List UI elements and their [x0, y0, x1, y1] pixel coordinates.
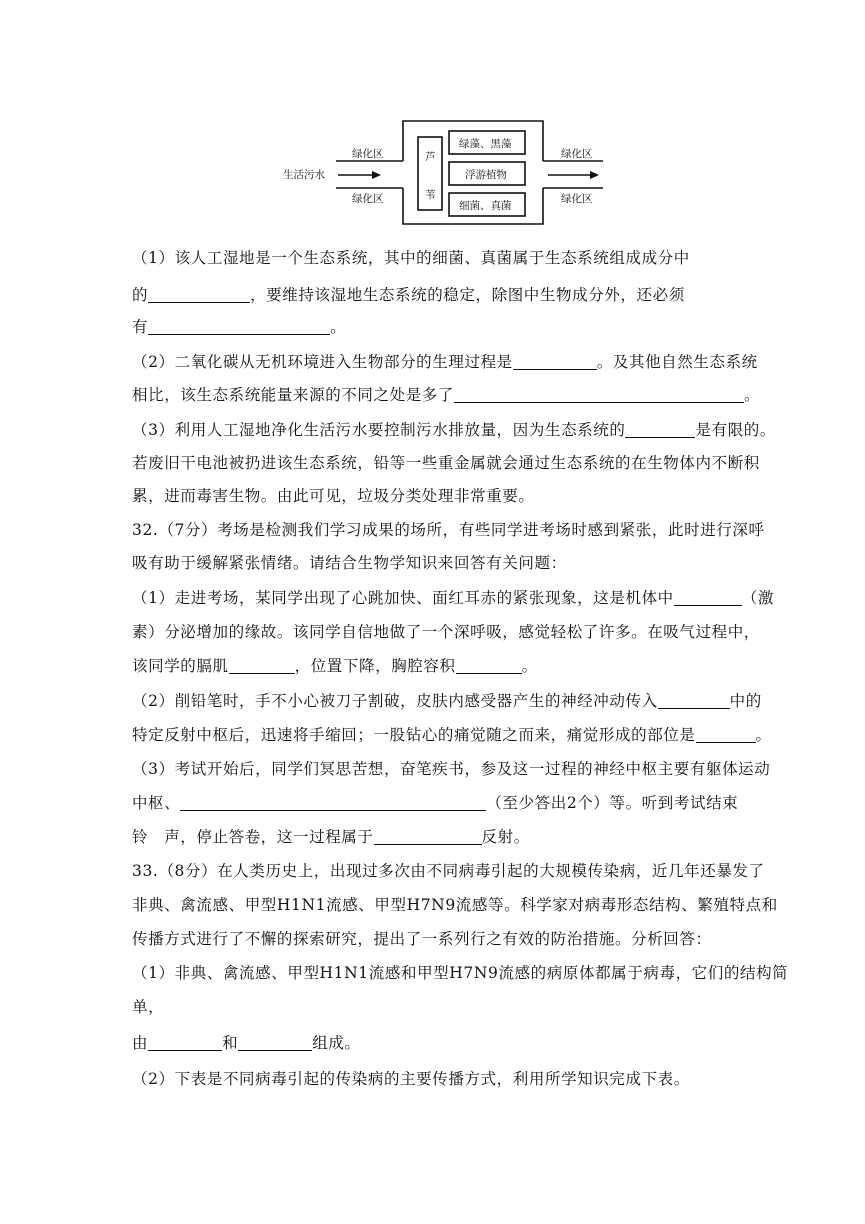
green-zone-top-left: 绿化区	[352, 148, 384, 160]
text-line: （2）削铅笔时，手不小心被刀子割破，皮肤内感受器产生的神经冲动传入 中的	[132, 692, 762, 710]
text-line: 素）分泌增加的缘故。该同学自信地做了一个深呼吸，感觉轻松了许多。在吸气过程中，	[132, 623, 760, 641]
bacteria-fungi-box: 细菌、真菌	[459, 200, 512, 212]
plankton-box: 浮游植物	[465, 169, 507, 181]
answer-blank[interactable]	[148, 318, 330, 335]
wetland-diagram	[0, 0, 865, 240]
text-line: 铃 声，停止答卷，这一过程属于 反射。	[132, 828, 530, 846]
algae-box: 绿藻、黑藻	[459, 138, 512, 150]
answer-blank[interactable]	[454, 386, 744, 403]
reed-label-2: 苇	[425, 189, 436, 201]
answer-blank[interactable]	[625, 421, 695, 438]
reed-label-1: 芦	[425, 151, 436, 163]
answer-blank[interactable]	[148, 286, 250, 303]
answer-blank[interactable]	[456, 657, 522, 674]
text-line: 中枢、 （至少答出2个）等。听到考试结束	[132, 794, 739, 812]
answer-blank[interactable]	[374, 828, 482, 845]
text-line: 特定反射中枢后，迅速将手缩回；一股钻心的痛觉随之而来，痛觉形成的部位是 。	[132, 726, 772, 744]
green-zone-top-right: 绿化区	[561, 148, 593, 160]
text-line: 由 和 组成。	[132, 1034, 361, 1052]
green-zone-bottom-right: 绿化区	[561, 193, 593, 205]
text-line: 非典、禽流感、甲型H1N1流感、甲型H7N9流感等。科学家对病毒形态结构、繁殖特点和	[132, 896, 778, 914]
text-line: 该同学的膈肌 ，位置下降，胸腔容积 。	[132, 657, 538, 675]
text-line: （3）利用人工湿地净化生活污水要控制污水排放量，因为生态系统的 是有限的。	[132, 421, 776, 439]
answer-blank[interactable]	[148, 1034, 222, 1051]
text-line: 相比，该生态系统能量来源的不同之处是多了 。	[132, 386, 761, 404]
text-line: 若废旧干电池被扔进该生态系统，铅等一些重金属就会通过生态系统的在生物体内不断积	[132, 454, 760, 472]
text-line: 吸有助于缓解紧张情绪。请结合生物学知识来回答有关问题：	[132, 554, 567, 572]
text-line: （1）该人工湿地是一个生态系统，其中的细菌、真菌属于生态系统组成成分中	[132, 249, 690, 267]
text-line: 单，	[132, 998, 165, 1016]
text-line: 32.（7分）考场是检测我们学习成果的场所，有些同学进考场时感到紧张，此时进行深呼	[132, 521, 765, 539]
text-line: 有 。	[132, 318, 347, 336]
answer-blank[interactable]	[674, 589, 742, 606]
text-line: 累，进而毒害生物。由此可见，垃圾分类处理非常重要。	[132, 487, 535, 505]
answer-blank[interactable]	[180, 794, 486, 811]
text-line: （2）二氧化碳从无机环境进入生物部分的生理过程是 。及其他自然生态系统	[132, 353, 758, 371]
inlet-label: 生活污水	[283, 169, 325, 181]
answer-blank[interactable]	[696, 726, 756, 743]
green-zone-bottom-left: 绿化区	[352, 193, 384, 205]
text-line: （1）走进考场，某同学出现了心跳加快、面红耳赤的紧张现象，这是机体中 （激	[132, 589, 774, 607]
answer-blank[interactable]	[658, 692, 730, 709]
text-line: 的 ，要维持该湿地生态系统的稳定，除图中生物成分外，还必须	[132, 286, 685, 304]
answer-blank[interactable]	[229, 657, 295, 674]
text-line: （1）非典、禽流感、甲型H1N1流感和甲型H7N9流感的病原体都属于病毒，它们的结构简	[132, 964, 789, 982]
text-line: （3）考试开始后，同学们冥思苦想，奋笔疾书，参及这一过程的神经中枢主要有躯体运动	[132, 760, 771, 778]
text-line: 传播方式进行了不懈的探索研究，提出了一系列行之有效的防治措施。分析回答：	[132, 930, 712, 948]
text-line: （2）下表是不同病毒引起的传染病的主要传播方式，利用所学知识完成下表。	[132, 1070, 690, 1088]
text-line: 33.（8分）在人类历史上，出现过多次由不同病毒引起的大规模传染病，近几年还暴发了	[132, 862, 765, 880]
answer-blank[interactable]	[513, 353, 597, 370]
answer-blank[interactable]	[238, 1034, 312, 1051]
